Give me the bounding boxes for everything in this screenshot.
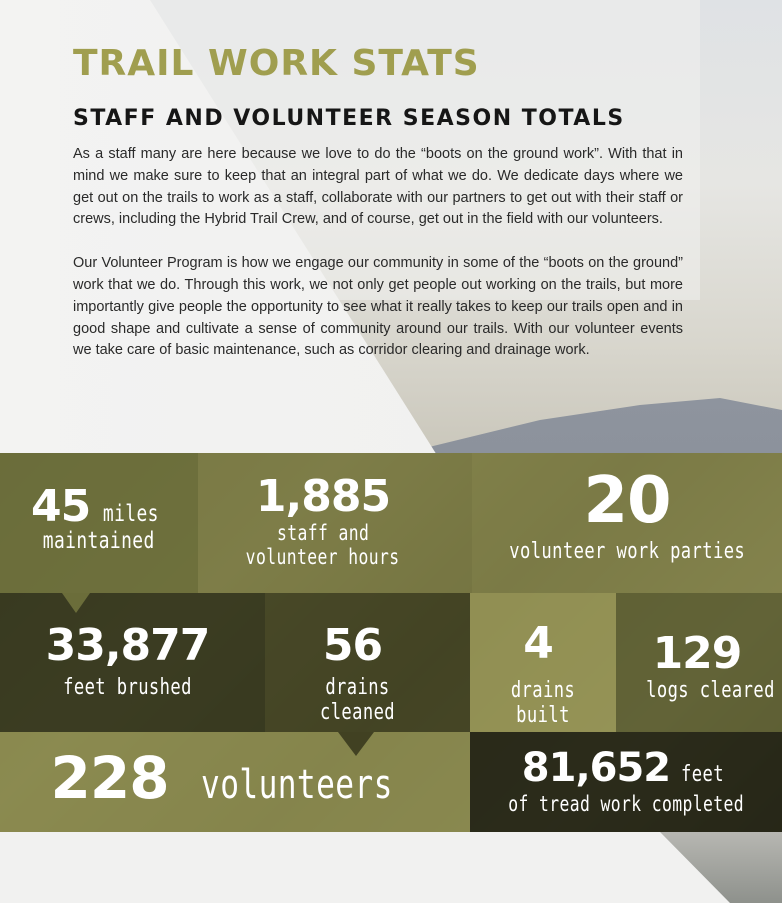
stat-tread-work-unit: feet: [681, 762, 725, 787]
stat-miles: [0, 453, 198, 593]
stat-logs-cleared-value: 129: [652, 628, 742, 679]
stat-work-parties-value: 20: [583, 464, 671, 538]
stat-work-parties-label: volunteer work parties: [509, 539, 745, 564]
stat-feet-brushed: [0, 593, 265, 732]
stat-hours-label-2: volunteer hours: [246, 545, 400, 569]
intro-paragraph-staff: As a staff many are here because we love to do the “boots on the ground work”. With that in mind we make sure to keep that an integral part of what we do. We dedicate days where we get out on the trails to work as a staff, collaborate with our partners to get out with their staff or crews, including the Hybrid Trail Crew, and of course, get out in the field with our volunteers.: [73, 146, 683, 228]
stat-miles-unit: miles: [103, 501, 160, 527]
stat-hours-value: 1,885: [255, 471, 391, 522]
decorative-pointer: [338, 732, 374, 756]
stat-tread-work: [470, 732, 782, 832]
footer-strip: [0, 832, 782, 903]
stat-drains-cleaned-label: drains cleaned: [319, 675, 396, 725]
stats-grid: [0, 453, 782, 832]
stat-hours: [198, 453, 472, 593]
stat-logs-cleared: [616, 593, 782, 732]
intro-paragraph-volunteer: Our Volunteer Program is how we engage our community in some of the “boots on the ground” work that we do. Through this work, we not only get people out working on the trails, but more importantly give people the opportunity to see what it really takes to keep our trails open and in good shape and cultivate a sense of community around our trails. With our volunteer events we take care of basic maintenance, such as corridor clearing and drainage work.: [73, 255, 683, 359]
stat-miles-value: 45: [30, 481, 91, 532]
stat-drains-built-label: drains built: [510, 678, 576, 728]
stat-feet-brushed-label: feet brushed: [63, 675, 192, 700]
page-title: TRAIL WORK STATS: [73, 43, 480, 84]
stat-tread-work-value: 81,652: [521, 745, 671, 791]
decorative-pointer: [62, 593, 90, 613]
stat-drains-built-value: 4: [523, 618, 553, 669]
stat-hours-label-1: staff and: [276, 521, 370, 545]
stat-drains-built: [470, 593, 616, 732]
stat-volunteers: [0, 732, 470, 832]
stat-feet-brushed-value: 33,877: [45, 620, 210, 671]
intro-section: [73, 40, 683, 362]
stat-drains-cleaned: [265, 593, 470, 732]
page-subtitle: STAFF AND VOLUNTEER SEASON TOTALS: [73, 106, 625, 131]
stat-volunteers-label: volunteers: [200, 762, 393, 808]
stat-logs-cleared-label: logs cleared: [645, 678, 775, 703]
stat-tread-work-label: of tread work completed: [508, 792, 744, 816]
stat-work-parties: [472, 453, 782, 593]
stat-volunteers-value: 228: [50, 744, 169, 812]
stat-drains-cleaned-value: 56: [322, 620, 383, 671]
stat-miles-label: maintained: [43, 528, 155, 554]
